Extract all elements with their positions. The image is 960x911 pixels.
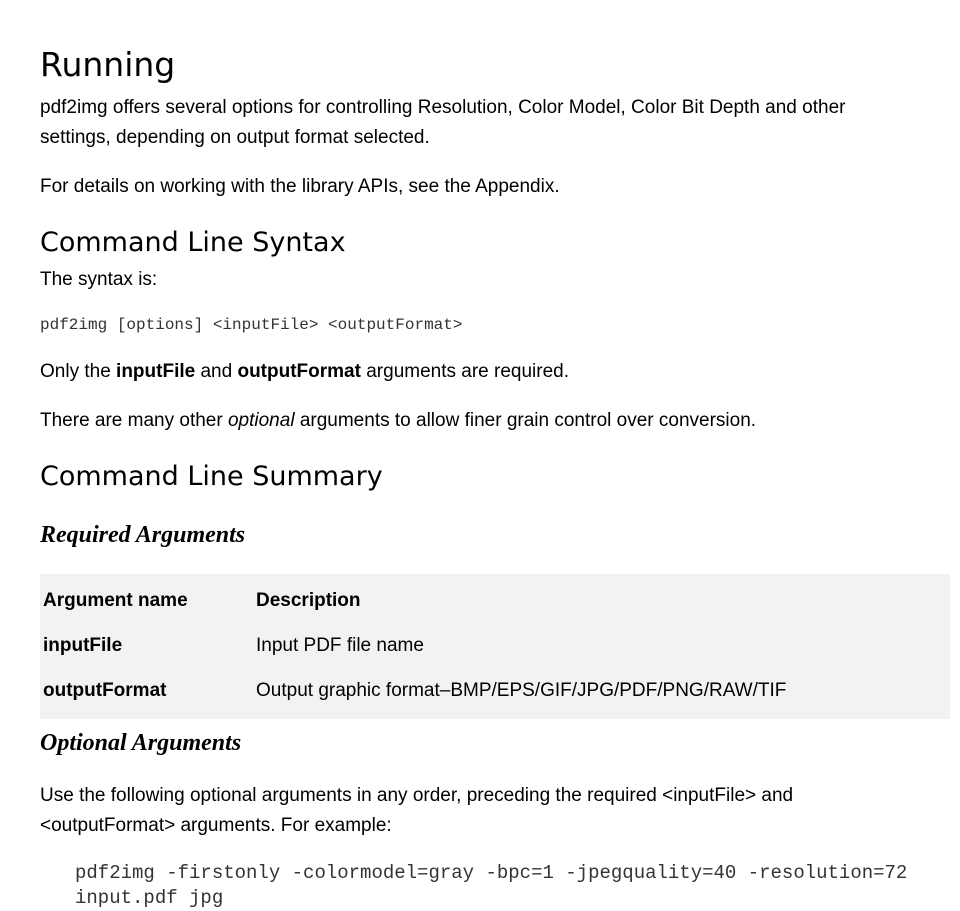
example-code-line-2: input.pdf jpg xyxy=(75,887,224,909)
heading-required-arguments: Required Arguments xyxy=(40,522,246,548)
optional-usage-paragraph: Use the following optional arguments in any order, preceding the required <inputFile> and <outputFormat> arguments. For example: xyxy=(40,785,794,836)
running-details-paragraph: For details on working with the library APIs, see the Appendix. xyxy=(40,176,560,197)
table-row xyxy=(40,623,950,668)
required-arg-outputformat: outputFormat xyxy=(237,361,361,382)
optional-prefix-text: There are many other xyxy=(40,410,228,431)
table-header-description: Description xyxy=(256,589,361,611)
running-intro-paragraph: pdf2img offers several options for controlling Resolution, Color Model, Color Bit Depth and other settings, depending on output format selected. xyxy=(40,97,846,148)
table-row xyxy=(40,668,950,719)
optional-args-paragraph xyxy=(40,406,920,436)
heading-command-line-syntax: Command Line Syntax xyxy=(40,227,346,258)
table-header-row xyxy=(40,574,950,623)
table-cell-description: Input PDF file name xyxy=(256,634,424,656)
example-code-line-1: pdf2img -firstonly -colormodel=gray -bpc=1 -jpegquality=40 -resolution=72 xyxy=(75,862,908,884)
required-args-paragraph xyxy=(40,357,920,387)
required-arguments-table xyxy=(40,574,950,719)
heading-optional-arguments: Optional Arguments xyxy=(40,730,242,756)
syntax-lead-paragraph: The syntax is: xyxy=(40,269,158,290)
required-mid-text: and xyxy=(195,361,238,382)
optional-word: optional xyxy=(227,410,295,431)
table-header-argument-name: Argument name xyxy=(43,589,188,611)
table-cell-argument: outputFormat xyxy=(43,679,167,701)
table-cell-argument: inputFile xyxy=(43,634,123,656)
table-cell-description: Output graphic format–BMP/EPS/GIF/JPG/PDF/PNG/RAW/TIF xyxy=(256,679,787,701)
required-arg-inputfile: inputFile xyxy=(116,361,196,382)
required-prefix-text: Only the xyxy=(40,361,117,382)
syntax-code: pdf2img [options] <inputFile> <outputFormat> xyxy=(40,316,463,334)
example-code-block xyxy=(75,861,907,911)
heading-running: Running xyxy=(40,45,176,84)
required-suffix-text: arguments are required. xyxy=(360,361,570,382)
optional-suffix-text: arguments to allow finer grain control over conversion. xyxy=(294,410,757,431)
heading-command-line-summary: Command Line Summary xyxy=(40,461,383,492)
